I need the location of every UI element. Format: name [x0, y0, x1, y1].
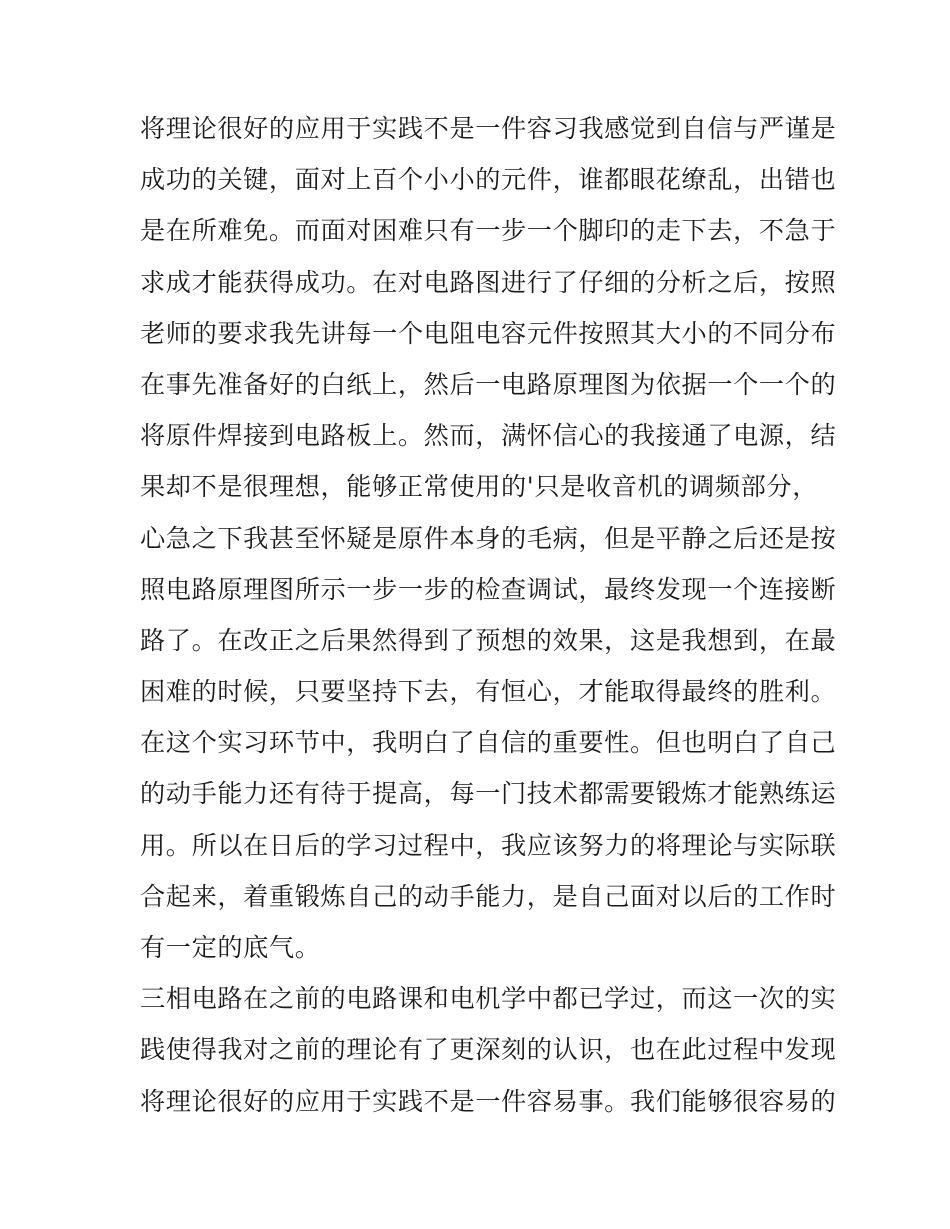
text-line: 有一定的底气。	[140, 933, 321, 962]
text-line: 将理论很好的应用于实践不是一件容习我感觉到自信与严谨是	[140, 114, 837, 143]
text-line: 求成才能获得成功。在对电路图进行了仔细的分析之后，按照	[140, 267, 837, 297]
text-line: 果却不是很理想，能够正常使用的'只是收音机的调频部分，	[140, 472, 818, 502]
text-line: 照电路原理图所示一步一步的检查调试，最终发现一个连接断	[140, 574, 837, 604]
text-line: 成功的关键，面对上百个小小的元件，谁都眼花缭乱，出错也	[140, 165, 837, 195]
text-line: 合起来，着重锻炼自己的动手能力，是自己面对以后的工作时	[140, 881, 837, 911]
text-line: 路了。在改正之后果然得到了预想的效果，这是我想到，在最	[140, 625, 837, 655]
text-line: 在事先准备好的白纸上，然后一电路原理图为依据一个一个的	[140, 369, 837, 399]
text-line: 是在所难免。而面对困难只有一步一个脚印的走下去，不急于	[140, 216, 837, 246]
text-line: 困难的时候，只要坚持下去，有恒心，才能取得最终的胜利。	[140, 677, 837, 707]
text-line: 老师的要求我先讲每一个电阻电容元件按照其大小的不同分布	[140, 318, 837, 348]
text-line: 的动手能力还有待于提高，每一门技术都需要锻炼才能熟练运	[140, 779, 837, 809]
text-line: 将原件焊接到电路板上。然而，满怀信心的我接通了电源，结	[140, 421, 837, 451]
text-line: 三相电路在之前的电路课和电机学中都已学过，而这一次的实	[140, 984, 837, 1014]
text-line: 将理论很好的应用于实践不是一件容易事。我们能够很容易的	[140, 1086, 837, 1116]
text-line: 心急之下我甚至怀疑是原件本身的毛病，但是平静之后还是按	[140, 523, 837, 553]
text-line: 用。所以在日后的学习过程中，我应该努力的将理论与实际联	[140, 830, 837, 860]
text-line: 在这个实习环节中，我明白了自信的重要性。但也明白了自己	[140, 728, 837, 758]
text-line: 践使得我对之前的理论有了更深刻的认识，也在此过程中发现	[140, 1035, 837, 1065]
body-text	[140, 103, 837, 1127]
